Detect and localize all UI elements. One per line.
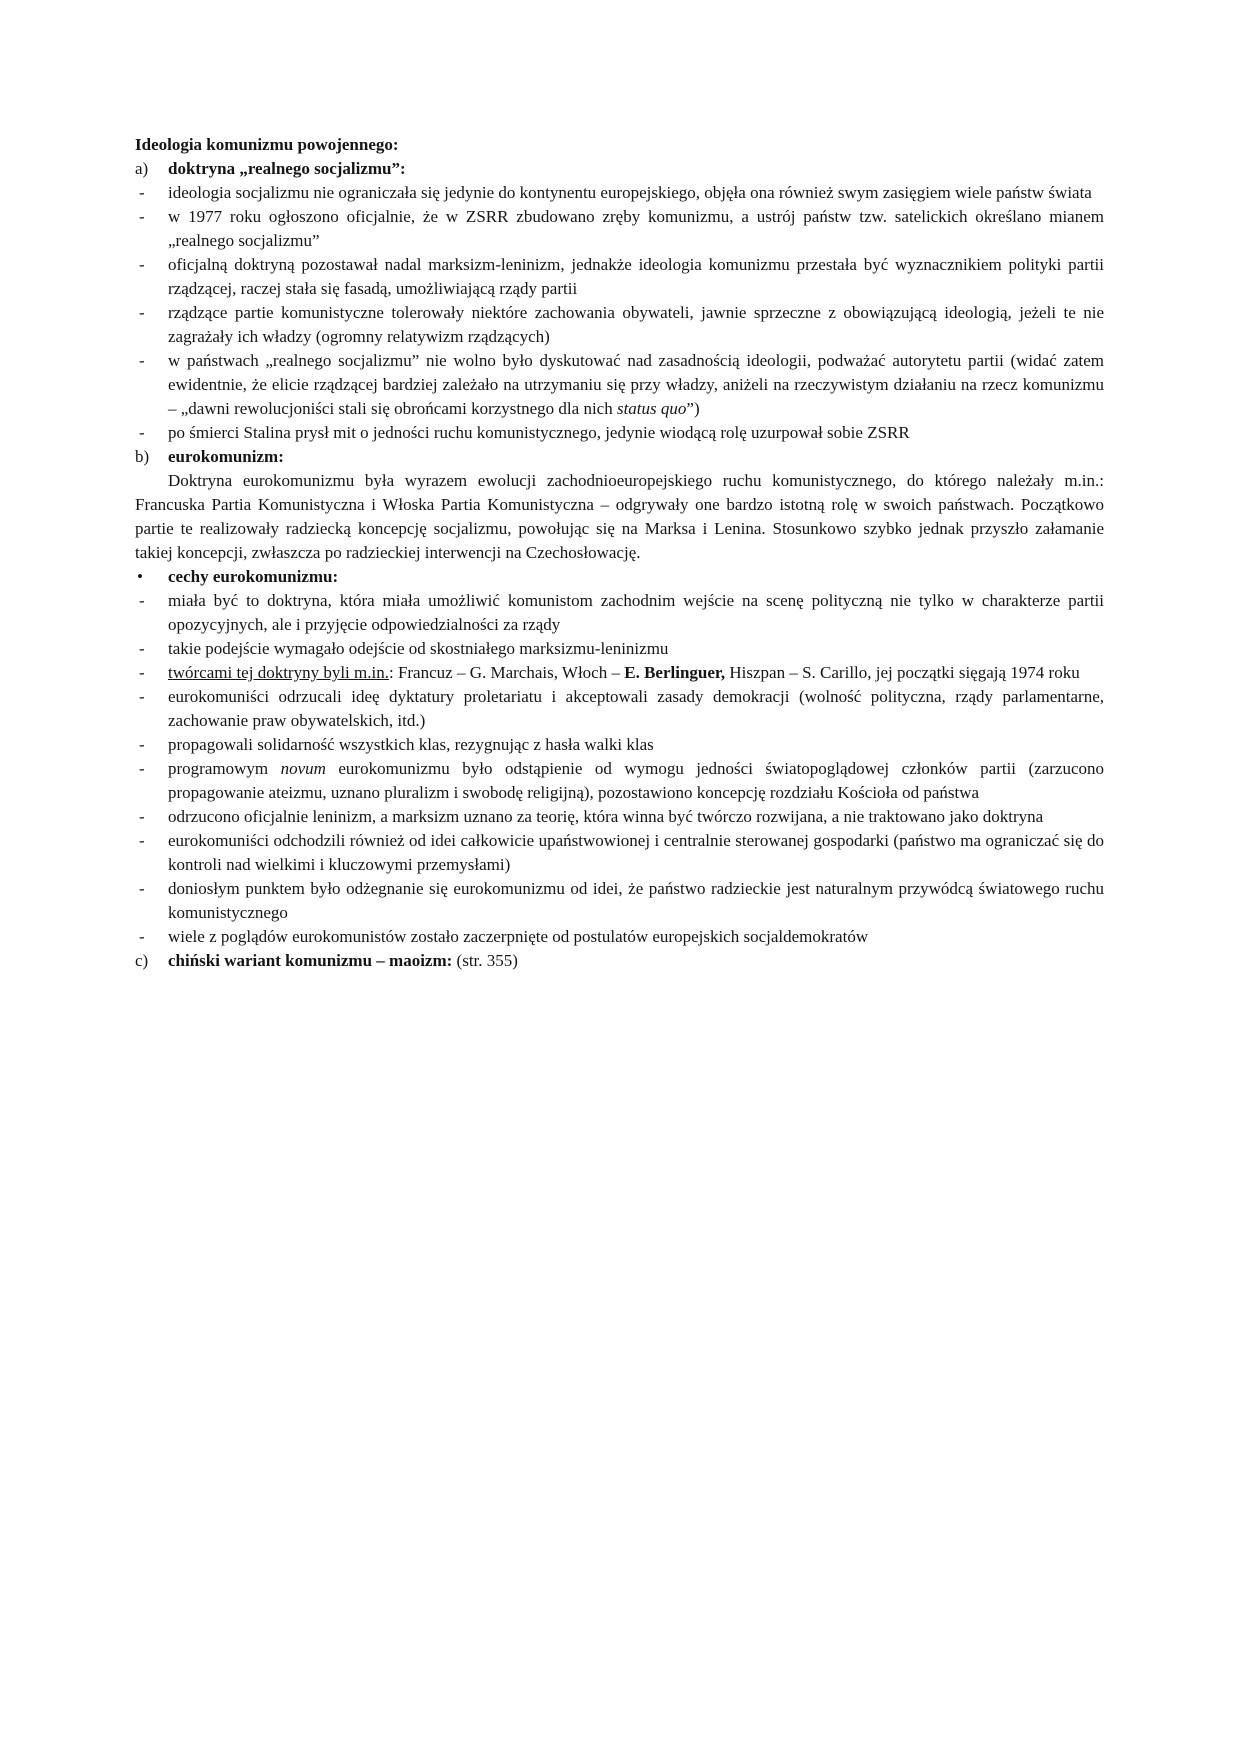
text-content — [168, 351, 1104, 418]
text-run: doniosłym punktem było odżegnanie się eurokomunizmu od idei, że państwo radzieckie jest naturalnym przywódcą światowego ruchu komunistycznego — [168, 879, 1104, 922]
section-item — [135, 157, 1104, 181]
text-content — [168, 423, 910, 442]
text-run: Ideologia komunizmu powojennego: — [135, 135, 399, 154]
list-item — [135, 637, 1104, 661]
list-marker: - — [139, 255, 145, 274]
text-run: miała być to doktryna, która miała umożliwić komunistom zachodnim wejście na scenę polityczną nie tylko w charakterze partii opozycyjnych, ale i przyjęcie odpowiedzialności za rządy — [168, 591, 1104, 634]
text-run: twórcami tej doktryny byli m.in. — [168, 663, 389, 682]
section-item — [135, 445, 1104, 469]
text-run: ”) — [686, 399, 700, 418]
list-marker: c) — [135, 951, 149, 970]
list-item — [135, 829, 1104, 877]
text-run: eurokomunizmu było odstąpienie od wymogu jedności światopoglądowej członków partii (zarzucono propagowanie ateizmu, uznano pluralizm i swobodę religijną), pozostawiono koncepcję rozdziału Kościoła od państwa — [168, 759, 1104, 802]
text-content — [168, 207, 1104, 250]
text-run: doktryna „realnego socjalizmu”: — [168, 159, 406, 178]
text-run: programowym — [168, 759, 281, 778]
list-marker: - — [139, 735, 145, 754]
list-marker: b) — [135, 447, 150, 466]
list-item — [135, 757, 1104, 805]
section-item — [135, 949, 1104, 973]
text-content — [168, 255, 1104, 298]
list-item — [135, 925, 1104, 949]
text-run: novum — [280, 759, 326, 778]
text-run: eurokomuniści odchodzili również od idei całkowicie upaństwowionej i centralnie sterowanej gospodarki (państwo ma ograniczać się do kontroli nad wielkimi i kluczowymi przemysłami) — [168, 831, 1104, 874]
text-run: oficjalną doktryną pozostawał nadal marksizm-leninizm, jednakże ideologia komunizmu przestała być wyznacznikiem polityki partii rządzącej, raczej stała się fasadą, umożliwiającą rządy partii — [168, 255, 1104, 298]
list-item — [135, 877, 1104, 925]
list-marker: • — [137, 567, 143, 586]
text-run: eurokomunizm: — [168, 447, 284, 466]
list-marker: a) — [135, 159, 149, 178]
text-run: (str. 355) — [452, 951, 518, 970]
list-marker: - — [139, 807, 145, 826]
text-run: wiele z poglądów eurokomunistów zostało zaczerpnięte od postulatów europejskich socjaldemokratów — [168, 927, 869, 946]
list-marker: - — [139, 639, 145, 658]
text-content — [168, 687, 1104, 730]
text-content — [168, 735, 654, 754]
text-run: status quo — [616, 399, 687, 418]
list-item — [135, 253, 1104, 301]
list-marker: - — [139, 927, 145, 946]
text-content — [168, 639, 668, 658]
text-content — [168, 831, 1104, 874]
text-content — [168, 879, 1104, 922]
list-item — [135, 661, 1104, 685]
list-marker: - — [139, 183, 145, 202]
list-marker: - — [139, 351, 145, 370]
paragraph — [135, 469, 1104, 565]
text-content — [168, 927, 868, 946]
text-run: ideologia socjalizmu nie ograniczała się jedynie do kontynentu europejskiego, objęła ona również swym zasięgiem wiele państw świata — [168, 183, 1092, 202]
text-run: w państwach „realnego socjalizmu” nie wolno było dyskutować nad zasadnością ideologii, podważać autorytetu partii (widać zatem ewidentnie, że elicie rządzącej bardziej zależało na utrzymaniu się przy władzy, aniżeli na rzeczywistym działaniu na rzecz komunizmu – „dawni rewolucjoniści stali się obrońcami korzystnego dla nich — [168, 351, 1104, 418]
list-item — [135, 565, 1104, 589]
text-run: eurokomuniści odrzucali ideę dyktatury proletariatu i akceptowali zasady demokracji (wolność polityczna, rządy parlamentarne, zachowanie praw obywatelskich, itd.) — [168, 687, 1104, 730]
text-content — [168, 159, 406, 178]
document-title — [135, 133, 1104, 157]
list-item — [135, 733, 1104, 757]
list-item — [135, 805, 1104, 829]
list-item — [135, 301, 1104, 349]
text-run: Doktryna eurokomunizmu była wyrazem ewolucji zachodnioeuropejskiego ruchu komunistycznego, do którego należały m.in.: Francuska Partia Komunistyczna i Włoska Partia Komunistyczna – odgrywały one bardzo istotną rolę w swoich państwach. Początkowo partie te realizowały radziecką koncepcję socjalizmu, powołując się na Marksa i Lenina. Stosunkowo szybko jednak przyszło załamanie takiej koncepcji, zwłaszcza po radzieckiej interwencji na Czechosłowację. — [135, 471, 1104, 562]
list-marker: - — [139, 663, 145, 682]
text-content — [168, 303, 1104, 346]
text-content — [168, 567, 338, 586]
text-content — [168, 807, 1043, 826]
list-marker: - — [139, 831, 145, 850]
text-run: odrzucono oficjalnie leninizm, a marksizm uznano za teorię, która winna być twórczo rozwijana, a nie traktowano jako doktryna — [168, 807, 1044, 826]
list-marker: - — [139, 423, 145, 442]
text-run: propagowali solidarność wszystkich klas, rezygnując z hasła walki klas — [168, 735, 654, 754]
text-content — [135, 471, 1104, 562]
list-item — [135, 205, 1104, 253]
text-content — [168, 447, 284, 466]
list-item — [135, 181, 1104, 205]
list-item — [135, 685, 1104, 733]
list-marker: - — [139, 207, 145, 226]
text-run: rządzące partie komunistyczne tolerowały niektóre zachowania obywateli, jawnie sprzeczne z obowiązującą ideologią, jeżeli te nie zagrażały ich władzy (ogromny relatywizm rządzących) — [168, 303, 1104, 346]
document-body — [135, 133, 1104, 973]
text-run: E. Berlinguer, — [624, 663, 726, 682]
list-marker: - — [139, 591, 145, 610]
list-item — [135, 421, 1104, 445]
text-content — [168, 183, 1092, 202]
text-run: cechy eurokomunizmu: — [168, 567, 339, 586]
list-marker: - — [139, 687, 145, 706]
text-content — [168, 951, 518, 970]
text-content — [168, 663, 1080, 682]
text-run: Hiszpan – S. Carillo, jej początki sięgają 1974 roku — [725, 663, 1080, 682]
list-marker: - — [139, 303, 145, 322]
text-run: w 1977 roku ogłoszono oficjalnie, że w ZSRR zbudowano zręby komunizmu, a ustrój państw tzw. satelickich określano mianem „realnego socjalizmu” — [168, 207, 1104, 250]
text-content — [135, 135, 399, 154]
text-content — [168, 759, 1104, 802]
text-content — [168, 591, 1104, 634]
list-item — [135, 589, 1104, 637]
list-marker: - — [139, 879, 145, 898]
list-marker: - — [139, 759, 145, 778]
text-run: chiński wariant komunizmu – maoizm: — [168, 951, 453, 970]
list-item — [135, 349, 1104, 421]
text-run: po śmierci Stalina prysł mit o jedności ruchu komunistycznego, jedynie wiodącą rolę uzurpował sobie ZSRR — [168, 423, 910, 442]
text-run: : Francuz – G. Marchais, Włoch – — [388, 663, 625, 682]
text-run: takie podejście wymagało odejście od skostniałego marksizmu-leninizmu — [168, 639, 669, 658]
